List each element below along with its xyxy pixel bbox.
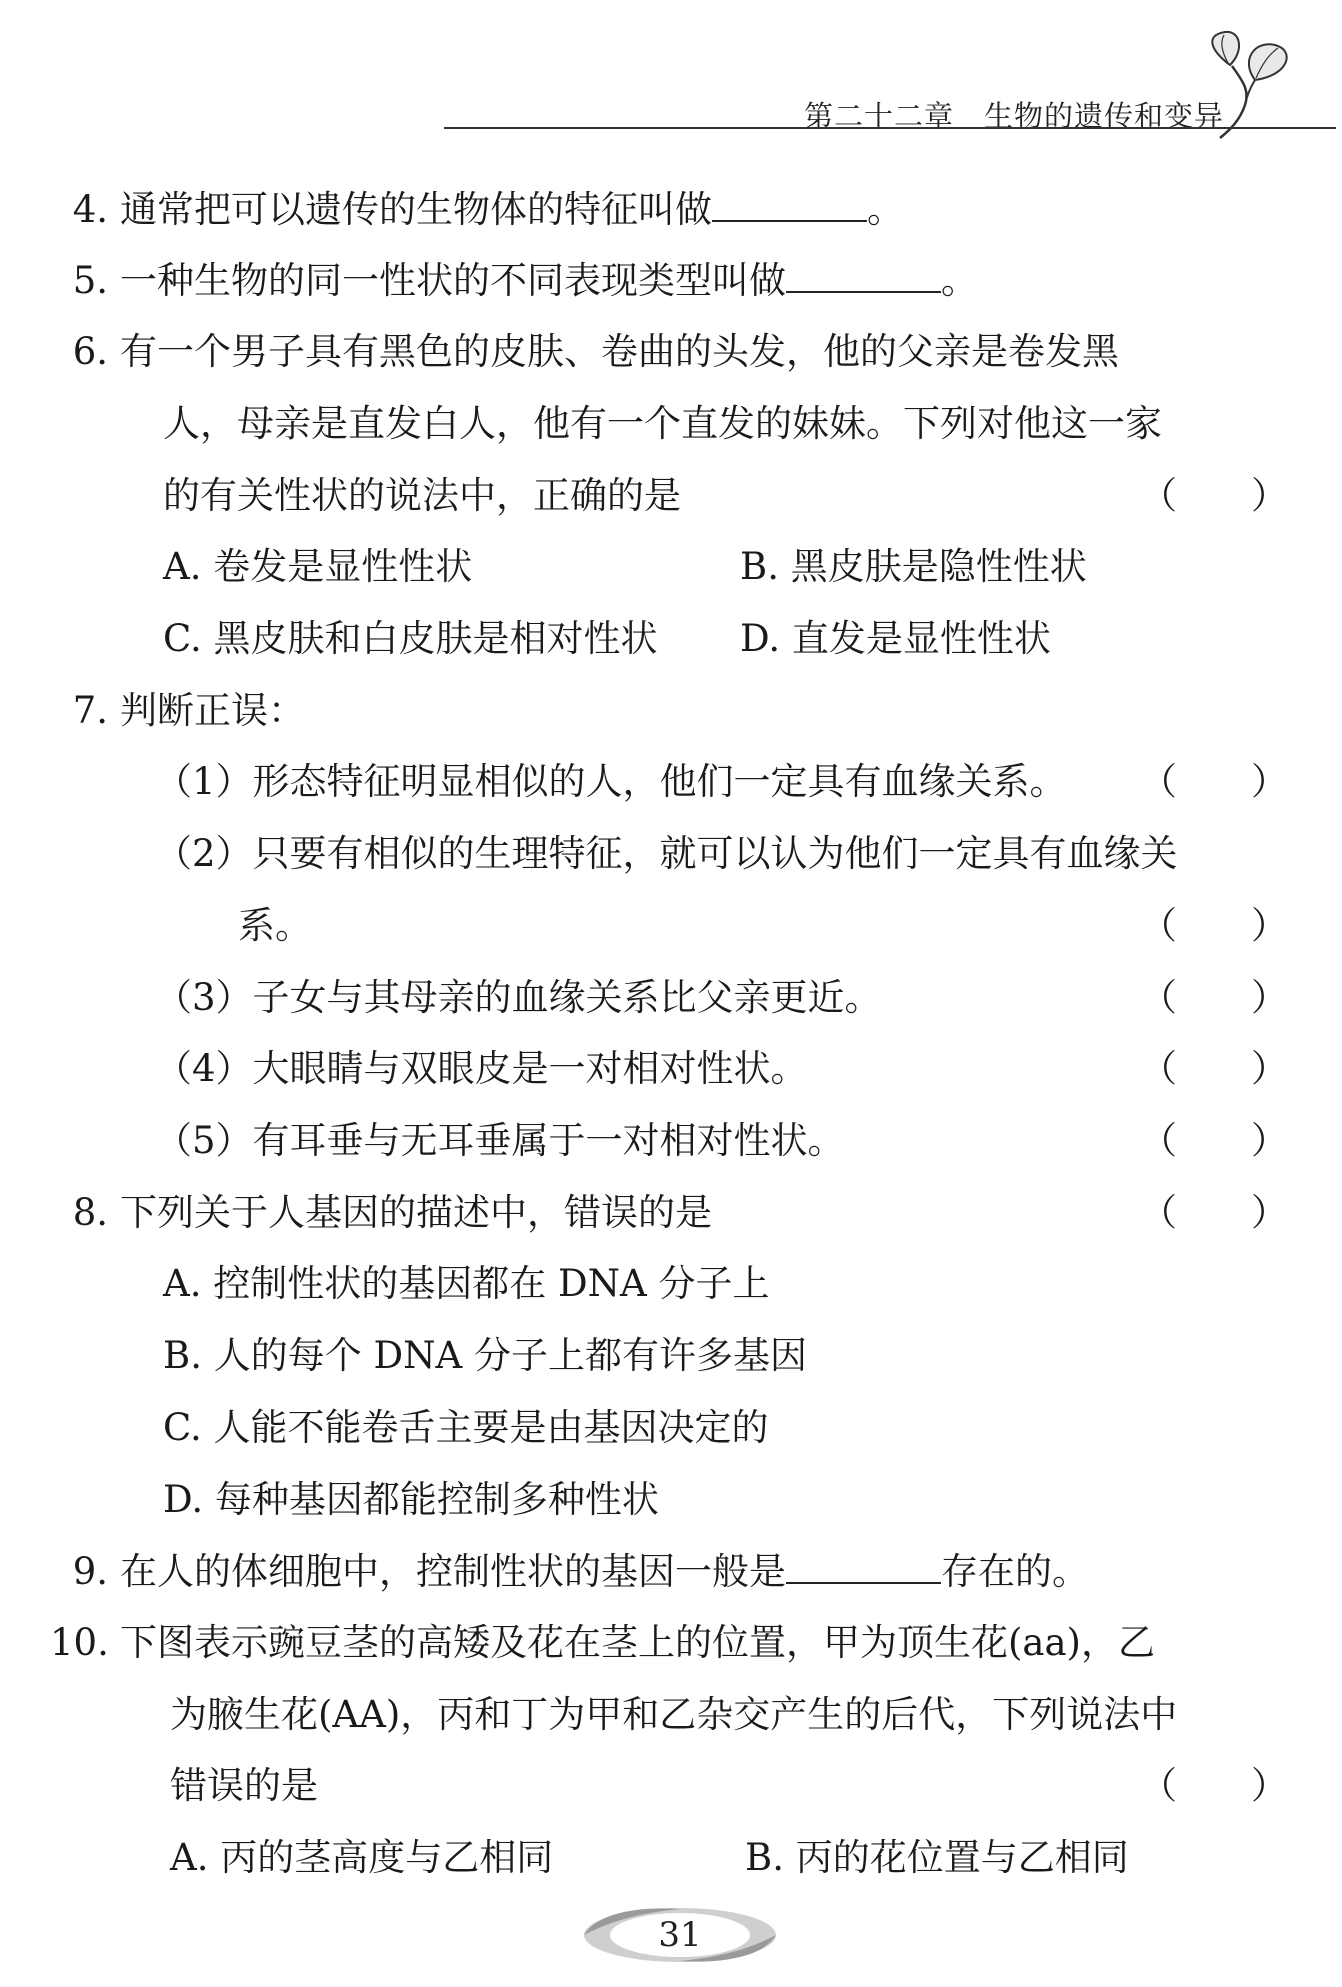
option-c: C. 人能不能卷舌主要是由基因决定的 <box>163 1406 769 1449</box>
answer-parentheses[interactable]: （ ） <box>1140 1047 1288 1090</box>
question-5 <box>50 259 978 302</box>
option-b: B. 丙的花位置与乙相同 <box>745 1836 1129 1879</box>
answer-blank[interactable] <box>786 261 941 293</box>
question-6-line-1 <box>50 330 1119 373</box>
option-a: A. 控制性状的基因都在 DNA 分子上 <box>163 1262 770 1305</box>
option-b: B. 黑皮肤是隐性性状 <box>740 545 1087 588</box>
question-text: 一种生物的同一性状的不同表现类型叫做 <box>120 259 786 302</box>
judgment-item-2-cont: 系。 <box>238 904 312 947</box>
option-d: D. 直发是显性性状 <box>740 617 1051 660</box>
question-text: 下图表示豌豆茎的高矮及花在茎上的位置，甲为顶生花(aa)，乙 <box>120 1621 1155 1664</box>
question-number: 8. <box>72 1191 108 1234</box>
option-a: A. 卷发是显性性状 <box>163 545 473 588</box>
page-number: 31 <box>658 1915 702 1955</box>
option-d: D. 每种基因都能控制多种性状 <box>163 1478 659 1521</box>
question-6-line-2: 人，母亲是直发白人，他有一个直发的妹妹。下列对他这一家 <box>163 402 1162 445</box>
question-text: 有一个男子具有黑色的皮肤、卷曲的头发，他的父亲是卷发黑 <box>120 330 1119 373</box>
question-number: 6. <box>72 330 108 373</box>
option-c: C. 黑皮肤和白皮肤是相对性状 <box>163 617 658 660</box>
answer-parentheses[interactable]: （ ） <box>1140 1764 1288 1807</box>
judgment-item-1: （1）形态特征明显相似的人，他们一定具有血缘关系。 <box>155 760 1067 803</box>
answer-parentheses[interactable]: （ ） <box>1140 474 1288 517</box>
question-number: 10. <box>50 1621 109 1664</box>
question-8 <box>50 1191 712 1234</box>
question-number: 5. <box>72 259 108 302</box>
question-10-line-3: 错误的是 <box>170 1764 318 1807</box>
question-7 <box>50 689 305 732</box>
answer-blank[interactable] <box>712 190 867 222</box>
question-text: 判断正误： <box>120 689 305 732</box>
question-6-line-3: 的有关性状的说法中，正确的是 <box>163 474 681 517</box>
judgment-item-2: （2）只要有相似的生理特征，就可以认为他们一定具有血缘关 <box>155 832 1178 875</box>
question-text-end: 存在的。 <box>941 1550 1089 1593</box>
chapter-title: 第二十二章 生物的遗传和变异 <box>803 99 1224 133</box>
question-10-line-2: 为腋生花(AA)，丙和丁为甲和乙杂交产生的后代，下列说法中 <box>170 1693 1178 1736</box>
question-text-end: 。 <box>941 259 978 302</box>
answer-parentheses[interactable]: （ ） <box>1140 976 1288 1019</box>
answer-parentheses[interactable]: （ ） <box>1140 1191 1288 1234</box>
question-4 <box>50 188 904 231</box>
question-text: 下列关于人基因的描述中，错误的是 <box>120 1191 712 1234</box>
answer-parentheses[interactable]: （ ） <box>1140 760 1288 803</box>
question-text: 在人的体细胞中，控制性状的基因一般是 <box>120 1550 786 1593</box>
question-9 <box>50 1550 1089 1593</box>
answer-blank[interactable] <box>786 1552 941 1584</box>
answer-parentheses[interactable]: （ ） <box>1140 904 1288 947</box>
answer-parentheses[interactable]: （ ） <box>1140 1119 1288 1162</box>
question-number: 7. <box>72 689 108 732</box>
leaf-icon <box>1200 30 1300 140</box>
option-a: A. 丙的茎高度与乙相同 <box>170 1836 554 1879</box>
question-number: 4. <box>72 188 108 231</box>
judgment-item-3: （3）子女与其母亲的血缘关系比父亲更近。 <box>155 976 882 1019</box>
question-text-end: 。 <box>867 188 904 231</box>
question-text: 通常把可以遗传的生物体的特征叫做 <box>120 188 712 231</box>
question-number: 9. <box>72 1550 108 1593</box>
page-number-badge <box>580 1905 780 1965</box>
option-b: B. 人的每个 DNA 分子上都有许多基因 <box>163 1334 807 1377</box>
judgment-item-5: （5）有耳垂与无耳垂属于一对相对性状。 <box>155 1119 845 1162</box>
question-10-line-1 <box>50 1621 1155 1664</box>
judgment-item-4: （4）大眼睛与双眼皮是一对相对性状。 <box>155 1047 808 1090</box>
